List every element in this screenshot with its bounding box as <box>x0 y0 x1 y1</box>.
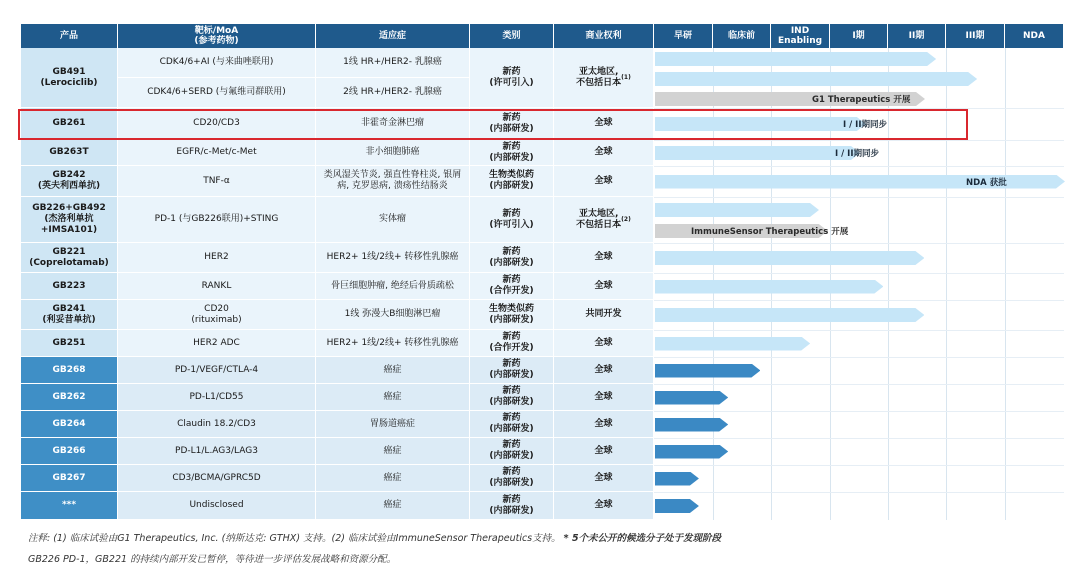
row-divider-13 <box>654 492 1064 493</box>
rights-footnote-mark: (1) <box>621 74 631 81</box>
category-cell: 新药 (内部研发) <box>470 411 554 438</box>
product-cell: GB241 (利妥昔单抗) <box>21 300 118 330</box>
row-divider-7 <box>654 330 1064 331</box>
rights-cell: 全球 <box>554 243 654 273</box>
target-cell: HER2 ADC <box>118 330 316 357</box>
row-divider-9 <box>654 384 1064 385</box>
target-cell: CD20 (rituximab) <box>118 300 316 330</box>
progress-arrow <box>655 72 977 86</box>
footnote-bold-text: * 5个未公开的候选分子处于发现阶段 <box>563 533 722 544</box>
row-divider-1 <box>654 140 1064 141</box>
product-cell: GB223 <box>21 273 118 300</box>
product-cell: GB262 <box>21 384 118 411</box>
target-cell: PD-1/VEGF/CTLA-4 <box>118 357 316 384</box>
indication-cell: 胃肠道癌症 <box>316 411 470 438</box>
header-rights: 商业权利 <box>554 24 654 48</box>
target-cell: CDK4/6+AI (与来曲唑联用) <box>118 48 316 78</box>
header-category: 类别 <box>470 24 554 48</box>
category-cell: 新药 (内部研发) <box>470 384 554 411</box>
header-indication: 适应症 <box>316 24 470 48</box>
target-cell: EGFR/c-Met/c-Met <box>118 140 316 166</box>
gb261-highlight-box <box>18 109 968 140</box>
progress-arrow <box>655 280 883 294</box>
progress-arrow <box>655 499 699 513</box>
rights-footnote-mark: (2) <box>621 216 631 223</box>
progress-arrow <box>655 308 924 322</box>
target-cell: Claudin 18.2/CD3 <box>118 411 316 438</box>
target-cell: CD20/CD3 <box>118 108 316 140</box>
target-cell: CDK4/6+SERD (与氟维司群联用) <box>118 78 316 108</box>
rights-cell: 全球 <box>554 492 654 520</box>
footnote-line-1 <box>28 530 721 544</box>
footnote-text: 注释: (1) 临床试验由G1 Therapeutics, Inc. (纳斯达克: GTHX) 支持。(2) 临床试验由ImmuneSensor Therapeutics支持。 <box>28 533 561 544</box>
rights-cell: 共同开发 <box>554 300 654 330</box>
category-cell: 新药 (内部研发) <box>470 492 554 520</box>
row-divider-4 <box>654 243 1064 244</box>
progress-arrow <box>655 203 819 217</box>
progress-arrow <box>655 391 728 405</box>
partner-label-immunesensor: ImmuneSensor Therapeutics 开展 <box>691 227 849 237</box>
target-cell: HER2 <box>118 243 316 273</box>
rights-cell: 全球 <box>554 108 654 140</box>
product-cell: GB251 <box>21 330 118 357</box>
row-divider-12 <box>654 465 1064 466</box>
indication-cell: 癌症 <box>316 384 470 411</box>
rights-cell: 全球 <box>554 357 654 384</box>
progress-arrow <box>655 364 760 378</box>
header-stage-6: NDA <box>1005 24 1064 48</box>
category-cell: 新药 (内部研发) <box>470 357 554 384</box>
row-divider-10 <box>654 411 1064 412</box>
category-cell: 新药 (许可引入) <box>470 48 554 108</box>
indication-cell: 癌症 <box>316 465 470 492</box>
row-divider-8 <box>654 357 1064 358</box>
header-target: 靶标/MoA (参考药物) <box>118 24 316 48</box>
indication-cell: 非小细胞肺癌 <box>316 140 470 166</box>
progress-arrow <box>655 445 728 459</box>
target-cell: Undisclosed <box>118 492 316 520</box>
indication-cell: 癌症 <box>316 357 470 384</box>
indication-cell: 1线 HR+/HER2- 乳腺癌 <box>316 48 470 78</box>
product-cell: GB221 (Coprelotamab) <box>21 243 118 273</box>
rights-cell: 全球 <box>554 140 654 166</box>
indication-cell: 骨巨细胞肿瘤, 绝经后骨质疏松 <box>316 273 470 300</box>
progress-arrow <box>655 52 936 66</box>
indication-cell: HER2+ 1线/2线+ 转移性乳腺癌 <box>316 243 470 273</box>
rights-cell: 全球 <box>554 166 654 197</box>
progress-arrow <box>655 146 860 160</box>
product-cell: GB261 <box>21 108 118 140</box>
category-cell: 新药 (内部研发) <box>470 438 554 465</box>
target-cell: PD-L1/L.AG3/LAG3 <box>118 438 316 465</box>
product-cell: GB263T <box>21 140 118 166</box>
arrow-label-gb263t: I / II期同步 <box>835 149 880 159</box>
target-cell: TNF-α <box>118 166 316 197</box>
rights-cell: 亚太地区, 不包括日本 (2) <box>554 197 654 243</box>
product-cell: GB268 <box>21 357 118 384</box>
header-stage-3: I期 <box>830 24 888 48</box>
progress-arrow <box>655 418 728 432</box>
header-product: 产品 <box>21 24 118 48</box>
category-cell: 新药 (许可引入) <box>470 197 554 243</box>
indication-cell: HER2+ 1线/2线+ 转移性乳腺癌 <box>316 330 470 357</box>
category-cell: 生物类似药 (内部研发) <box>470 166 554 197</box>
category-cell: 新药 (内部研发) <box>470 108 554 140</box>
product-cell: *** <box>21 492 118 520</box>
header-stage-0: 早研 <box>654 24 713 48</box>
indication-cell: 2线 HR+/HER2- 乳腺癌 <box>316 78 470 108</box>
progress-arrow <box>655 337 810 351</box>
category-cell: 生物类似药 (内部研发) <box>470 300 554 330</box>
partner-label-g1: G1 Therapeutics 开展 <box>812 95 911 105</box>
rights-cell: 全球 <box>554 411 654 438</box>
rights-cell: 亚太地区, 不包括日本 (1) <box>554 48 654 108</box>
row-divider-11 <box>654 438 1064 439</box>
header-stage-4: II期 <box>888 24 946 48</box>
stage-divider-5 <box>1005 48 1006 520</box>
rights-cell: 全球 <box>554 438 654 465</box>
row-divider-6 <box>654 300 1064 301</box>
product-cell: GB242 (英夫利西单抗) <box>21 166 118 197</box>
indication-cell: 癌症 <box>316 438 470 465</box>
indication-cell: 癌症 <box>316 492 470 520</box>
target-cell: RANKL <box>118 273 316 300</box>
product-cell: GB226+GB492 (杰洛利单抗 +IMSA101) <box>21 197 118 243</box>
rights-cell: 全球 <box>554 384 654 411</box>
category-cell: 新药 (内部研发) <box>470 243 554 273</box>
product-cell: GB491 (Lerociclib) <box>21 48 118 108</box>
footnote-line-2: GB226 PD-1，GB221 的持续内部开发已暂停，等待进一步评估发展战略和资源分配。 <box>28 554 397 565</box>
progress-arrow <box>655 472 699 486</box>
rights-cell: 全球 <box>554 465 654 492</box>
indication-cell: 非霍奇金淋巴瘤 <box>316 108 470 140</box>
header-stage-1: 临床前 <box>713 24 771 48</box>
category-cell: 新药 (内部研发) <box>470 140 554 166</box>
category-cell: 新药 (合作开发) <box>470 273 554 300</box>
header-stage-2: IND Enabling <box>771 24 830 48</box>
category-cell: 新药 (内部研发) <box>470 465 554 492</box>
target-cell: CD3/BCMA/GPRC5D <box>118 465 316 492</box>
rights-cell: 全球 <box>554 330 654 357</box>
progress-arrow <box>655 251 924 265</box>
indication-cell: 1线 弥漫大B细胞淋巴瘤 <box>316 300 470 330</box>
rights-cell: 全球 <box>554 273 654 300</box>
target-cell: PD-1 (与GB226联用)+STING <box>118 197 316 243</box>
product-cell: GB264 <box>21 411 118 438</box>
target-cell: PD-L1/CD55 <box>118 384 316 411</box>
row-divider-2 <box>654 166 1064 167</box>
row-divider-3 <box>654 197 1064 198</box>
header-stage-5: III期 <box>946 24 1005 48</box>
indication-cell: 类风湿关节炎, 强直性脊柱炎, 银屑病, 克罗恩病, 溃疡性结肠炎 <box>316 166 470 197</box>
row-divider-5 <box>654 273 1064 274</box>
product-cell: GB267 <box>21 465 118 492</box>
indication-cell: 实体瘤 <box>316 197 470 243</box>
category-cell: 新药 (合作开发) <box>470 330 554 357</box>
arrow-label-gb261: I / II期同步 <box>843 120 888 130</box>
arrow-label-gb242: NDA 获批 <box>966 178 1007 188</box>
product-cell: GB266 <box>21 438 118 465</box>
